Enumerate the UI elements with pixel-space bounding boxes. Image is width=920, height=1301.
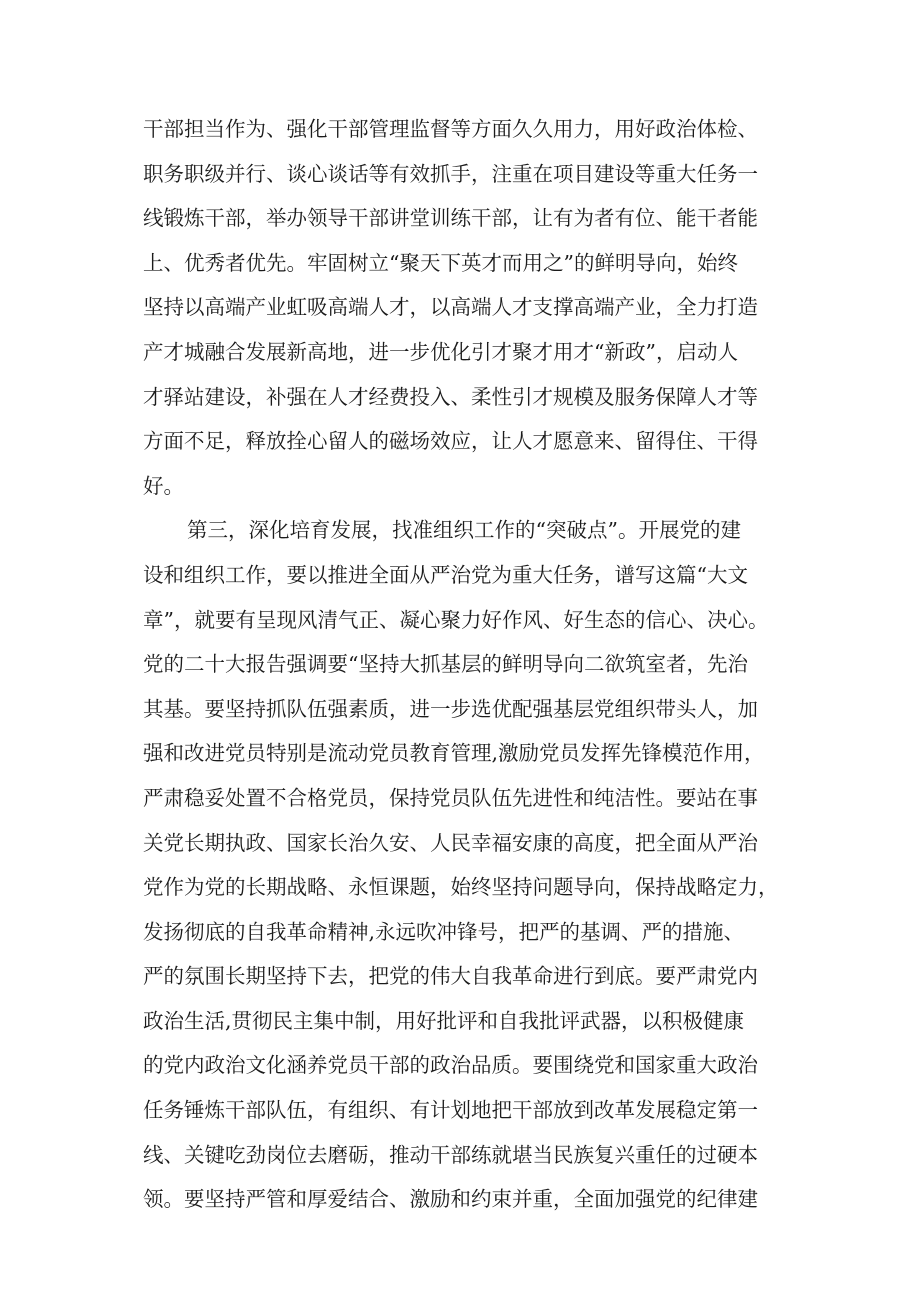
paragraph-line: 职务职级并行、谈心谈话等有效抓手，注重在项目建设等重大任务一 [143, 161, 758, 186]
paragraph-line: 好。 [143, 473, 184, 498]
paragraph-line: 严肃稳妥处置不合格党员，保持党员队伍先进性和纯洁性。要站在事 [143, 785, 758, 810]
paragraph-line: 严的氛围长期坚持下去，把党的伟大自我革命进行到底。要严肃党内 [143, 964, 758, 989]
paragraph-line: 设和组织工作，要以推进全面从严治党为重大任务，谱写这篇“大文 [143, 562, 748, 587]
paragraph-line: 坚持以高端产业虹吸高端人才，以高端人才支撑高端产业，全力打造 [143, 295, 758, 320]
paragraph-line: 的党内政治文化涵养党员干部的政治品质。要围绕党和国家重大政治 [143, 1053, 758, 1078]
paragraph-line: 任务锤炼干部队伍，有组织、有计划地把干部放到改革发展稳定第一 [143, 1098, 758, 1123]
paragraph-line: 第三，深化培育发展，找准组织工作的“突破点”。开展党的建 [187, 518, 741, 543]
paragraph-line: 才驿站建设，补强在人才经费投入、柔性引才规模及服务保障人才等 [143, 384, 758, 409]
paragraph-line: 线、关键吃劲岗位去磨砺，推动干部练就堪当民族复兴重任的过硬本 [143, 1142, 758, 1167]
paragraph-line: 强和改进党员特别是流动党员教育管理,激励党员发挥先锋模范作用， [143, 741, 765, 766]
paragraph-line: 党作为党的长期战略、永恒课题，始终坚持问题导向，保持战略定力， [143, 875, 779, 900]
paragraph-line: 领。要坚持严管和厚爱结合、激励和约束并重，全面加强党的纪律建 [143, 1187, 758, 1212]
paragraph-line: 方面不足，释放拴心留人的磁场效应，让人才愿意来、留得住、干得 [143, 429, 758, 454]
paragraph-1 [143, 107, 793, 508]
document-body [143, 107, 793, 1222]
paragraph-line: 干部担当作为、强化干部管理监督等方面久久用力，用好政治体检、 [143, 117, 758, 141]
paragraph-line: 发扬彻底的自我革命精神,永远吹冲锋号，把严的基调、严的措施、 [143, 919, 745, 944]
paragraph-line: 党的二十大报告强调要“坚持大抓基层的鲜明导向二欲筑室者，先治 [143, 652, 748, 677]
paragraph-2 [143, 508, 793, 1222]
paragraph-line: 政治生活,贯彻民主集中制，用好批评和自我批评武器，以积极健康 [143, 1008, 745, 1033]
paragraph-line: 产才城融合发展新高地，进一步优化引才聚才用才“新政”，启动人 [143, 339, 738, 364]
paragraph-line: 关党长期执政、国家长治久安、人民幸福安康的高度，把全面从严治 [143, 830, 758, 855]
paragraph-line: 其基。要坚持抓队伍强素质，进一步选优配强基层党组织带头人，加 [143, 696, 758, 721]
paragraph-line: 章”，就要有呈现风清气正、凝心聚力好作风、好生态的信心、决心。 [143, 607, 769, 632]
paragraph-line: 线锻炼干部，举办领导干部讲堂训练干部，让有为者有位、能干者能 [143, 206, 758, 231]
paragraph-line: 上、优秀者优先。牢固树立“聚天下英才而用之”的鲜明导向，始终 [143, 250, 738, 275]
